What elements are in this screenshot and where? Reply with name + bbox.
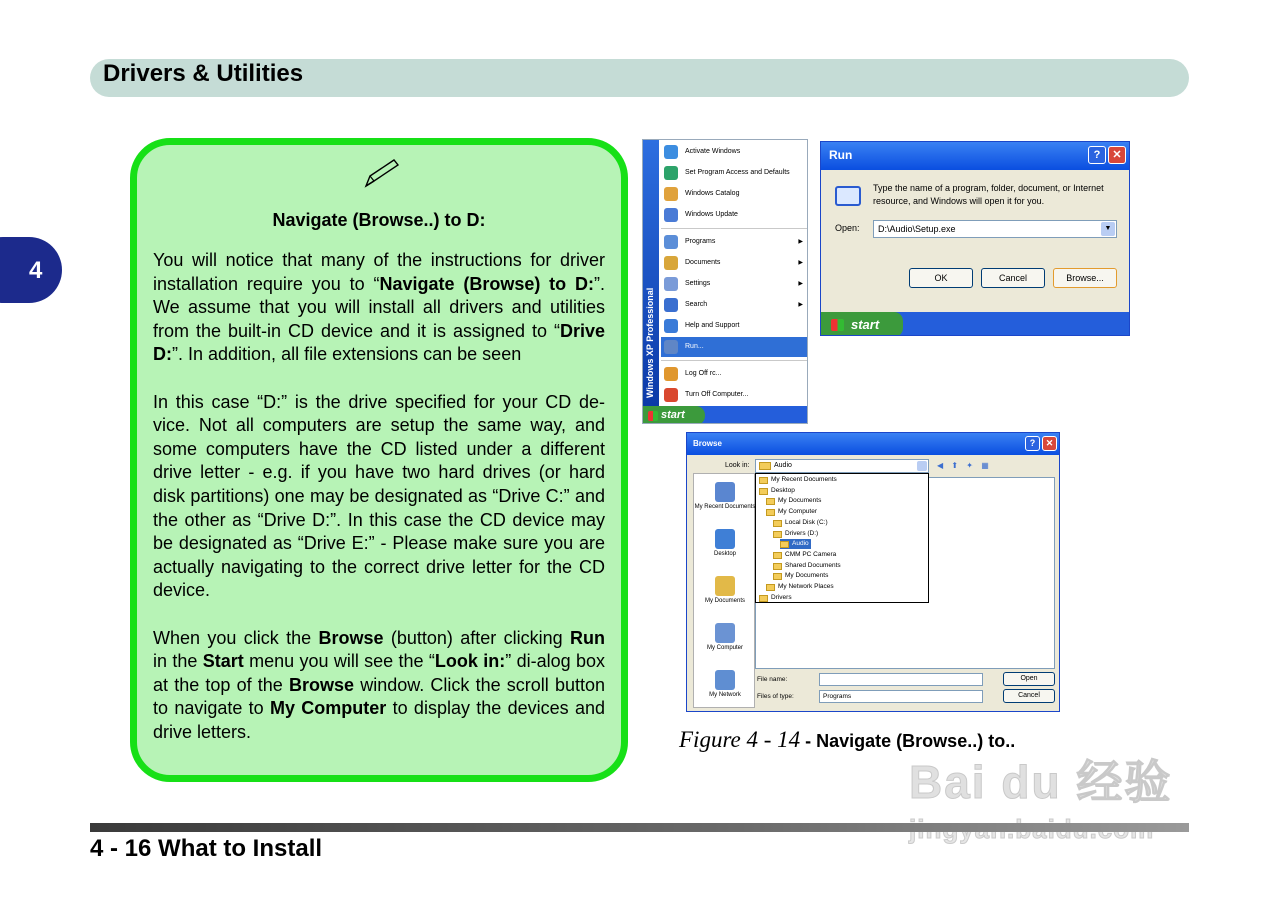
menu-item-label: Settings [685,280,711,287]
start-menu-item[interactable] [661,295,807,315]
page-header-title: Drivers & Utilities [103,60,304,87]
open-button[interactable]: Open [1003,672,1055,686]
start-button-label: start [661,409,685,421]
run-dialog [820,141,1130,336]
place-label: My Recent Documents [694,504,756,510]
folder-icon [759,477,768,484]
folder-icon [773,520,782,527]
dropdown-item-label: Local Disk (C:) [785,518,828,526]
dropdown-item-label: My Network Places [778,583,834,590]
browse-toolbar-icons[interactable]: ◀ ⬆ ✦ ▦ [937,461,992,470]
menu-item-icon [664,187,678,201]
menu-separator [661,228,807,229]
figure-caption-text: - Navigate (Browse..) to.. [800,731,1016,751]
start-button[interactable] [643,406,705,424]
menu-item-icon [664,166,678,180]
note-paragraph: When you click the Browse (button) after clicking Run in the Start menu you will see the “Look in:” di-alog box at the top of the Browse window. Click the scroll button to navigate to My Computer to display the devices and drive letters. [153,627,606,742]
file-type-value: Programs [823,693,852,700]
chevron-right-icon: ▶ [798,281,803,287]
place-item[interactable] [694,482,756,511]
help-button[interactable]: ? [1088,146,1106,164]
dropdown-item[interactable] [780,539,811,549]
open-label: Open: [835,223,860,233]
dropdown-item-label: My Documents [785,572,829,580]
place-label: My Network [709,692,741,698]
file-type-label: Files of type: [757,693,794,700]
menu-item-label: Programs [685,238,716,245]
place-item[interactable] [694,529,756,558]
start-menu-item[interactable] [661,232,807,252]
note-body [153,249,605,768]
dropdown-item[interactable] [766,507,817,517]
place-item[interactable] [694,670,756,699]
folder-icon [773,563,782,570]
place-item[interactable] [694,576,756,605]
dropdown-item[interactable] [773,518,828,528]
file-type-select[interactable] [819,690,983,703]
open-input-value: D:\Audio\Setup.exe [878,224,956,234]
chevron-right-icon: ▶ [798,302,803,308]
menu-item-label: Search [685,301,708,308]
pencil-icon [360,156,402,192]
place-icon [715,529,735,549]
taskbar [821,312,1130,336]
baidu-watermark [905,706,1205,856]
close-button[interactable]: ✕ [1108,146,1126,164]
place-icon [715,670,735,690]
dropdown-item[interactable] [773,550,836,560]
menu-item-icon [664,319,678,333]
cancel-button[interactable]: Cancel [1003,689,1055,703]
look-in-select[interactable] [755,459,929,473]
folder-icon [766,509,775,516]
folder-icon [766,498,775,505]
dropdown-item[interactable] [766,582,834,592]
start-menu-item[interactable] [661,316,807,336]
ok-button[interactable]: OK [909,268,973,288]
menu-item-icon [664,298,678,312]
start-menu-screenshot [642,139,808,424]
dropdown-item[interactable] [759,486,795,496]
menu-item-icon [664,340,678,354]
folder-icon [773,552,782,559]
menu-item-icon [664,277,678,291]
menu-item-label: Run... [685,343,704,350]
start-menu-item[interactable] [661,184,807,204]
start-menu-item[interactable] [661,274,807,294]
chevron-right-icon: ▶ [798,239,803,245]
menu-item-label: Help and Support [685,322,740,329]
dropdown-item[interactable] [773,529,818,539]
look-in-label: Look in: [725,462,750,469]
folder-icon [773,573,782,580]
dropdown-item-label: My Computer [778,508,818,516]
start-menu-side-banner [643,140,659,406]
run-icon [835,186,861,206]
dropdown-item[interactable] [773,561,841,571]
figure-number: Figure 4 - 14 [679,727,801,752]
note-paragraph: You will notice that many of the instructions for driver installation require you to “Navigate (Browse) to D:”. We assume that you will install all drivers and utilities from the built-in CD device and it is assigned to “Drive D:”. In addition, all file extensions can be seen [153,250,605,365]
menu-item-label: Windows Catalog [685,190,740,197]
folder-icon [780,541,789,548]
start-button[interactable] [821,312,903,336]
folder-icon [773,531,782,538]
start-menu-side-label: Windows XP Professional [645,287,655,398]
cancel-button[interactable]: Cancel [981,268,1045,288]
close-button[interactable]: ✕ [1042,436,1057,451]
places-bar [693,473,755,708]
dropdown-item[interactable] [766,496,821,506]
start-menu-item[interactable] [661,142,807,162]
file-name-label: File name: [757,676,788,683]
place-icon [715,623,735,643]
browse-dialog-title: Browse [693,439,722,448]
dropdown-item-label: Audio [792,540,809,548]
windows-flag-icon [831,319,844,331]
folder-icon [759,462,771,470]
menu-item-label: Activate Windows [685,148,741,155]
folder-icon [759,595,768,602]
start-menu-item[interactable] [661,337,807,357]
note-paragraph: In this case “D:” is the drive specified for your CD de-vice. Not all computers are setup the same way, and some computers have the CD listed under a different drive letter - e.g. if you have two hard drives (or hard disk partitions) one may be designated as “Drive C:” and the other as “Drive D:”. In this case the CD device may be designated as “Drive E:” - Please make sure you are actually navigating to the correct drive letter for the CD device. [153,391,605,601]
chevron-down-icon[interactable] [917,461,927,471]
dropdown-item[interactable] [773,571,828,581]
browse-button[interactable]: Browse... [1053,268,1117,288]
note-heading: Navigate (Browse..) to D: [272,210,486,230]
menu-item-icon [664,145,678,159]
dropdown-item-label: CMM PC Camera [785,550,837,558]
run-dialog-title: Run [829,148,853,162]
run-description: Type the name of a program, folder, document, or Internet resource, and Windows will open it for you. [873,183,1104,206]
folder-icon [759,488,768,495]
menu-item-label: Set Program Access and Defaults [685,169,790,176]
windows-flag-icon [648,411,658,421]
menu-item-label: Turn Off Computer... [685,391,749,398]
watermark-brand: Bai du 经验 [909,756,1173,808]
open-input[interactable] [873,220,1117,238]
look-in-dropdown [755,473,929,603]
folder-icon [766,584,775,591]
start-button-label: start [851,317,880,332]
chevron-down-icon[interactable]: ▼ [1101,222,1115,236]
place-item[interactable] [694,623,756,652]
start-menu-item[interactable] [661,364,807,384]
place-icon [715,482,735,502]
taskbar [643,406,808,424]
menu-item-icon [664,235,678,249]
start-menu-item[interactable] [661,253,807,273]
run-dialog-titlebar [821,142,1130,170]
dropdown-item-label: Shared Documents [785,561,841,569]
place-label: My Documents [704,598,745,604]
browse-dialog-titlebar [687,433,1060,455]
menu-item-icon [664,388,678,402]
menu-item-label: Windows Update [685,211,738,218]
chapter-number: 4 [29,257,43,284]
dropdown-item-label: My Documents [778,497,822,505]
start-menu-item[interactable] [661,205,807,225]
place-label: Desktop [713,551,736,557]
menu-item-icon [664,256,678,270]
footer-rule [90,823,1189,832]
menu-separator [661,360,807,361]
place-label: My Computer [706,645,743,651]
menu-item-icon [664,208,678,222]
look-in-value: Audio [774,462,792,469]
dropdown-item-label: Drivers [771,593,792,601]
chevron-right-icon: ▶ [798,260,803,266]
dropdown-item-label: Desktop [771,486,795,494]
menu-item-label: Documents [685,259,721,266]
start-menu-item[interactable] [661,385,807,405]
dropdown-item-label: Drivers (D:) [785,529,819,537]
page-footer: 4 - 16 What to Install [90,835,323,862]
dropdown-item[interactable] [759,475,837,485]
browse-dialog [686,432,1060,712]
dropdown-item-label: My Recent Documents [771,476,837,483]
help-button[interactable]: ? [1025,436,1040,451]
file-name-input[interactable] [819,673,983,686]
menu-item-icon [664,367,678,381]
place-icon [715,576,735,596]
dropdown-item[interactable] [759,593,792,603]
menu-item-label: Log Off rc... [685,370,722,377]
start-menu-item[interactable] [661,163,807,183]
